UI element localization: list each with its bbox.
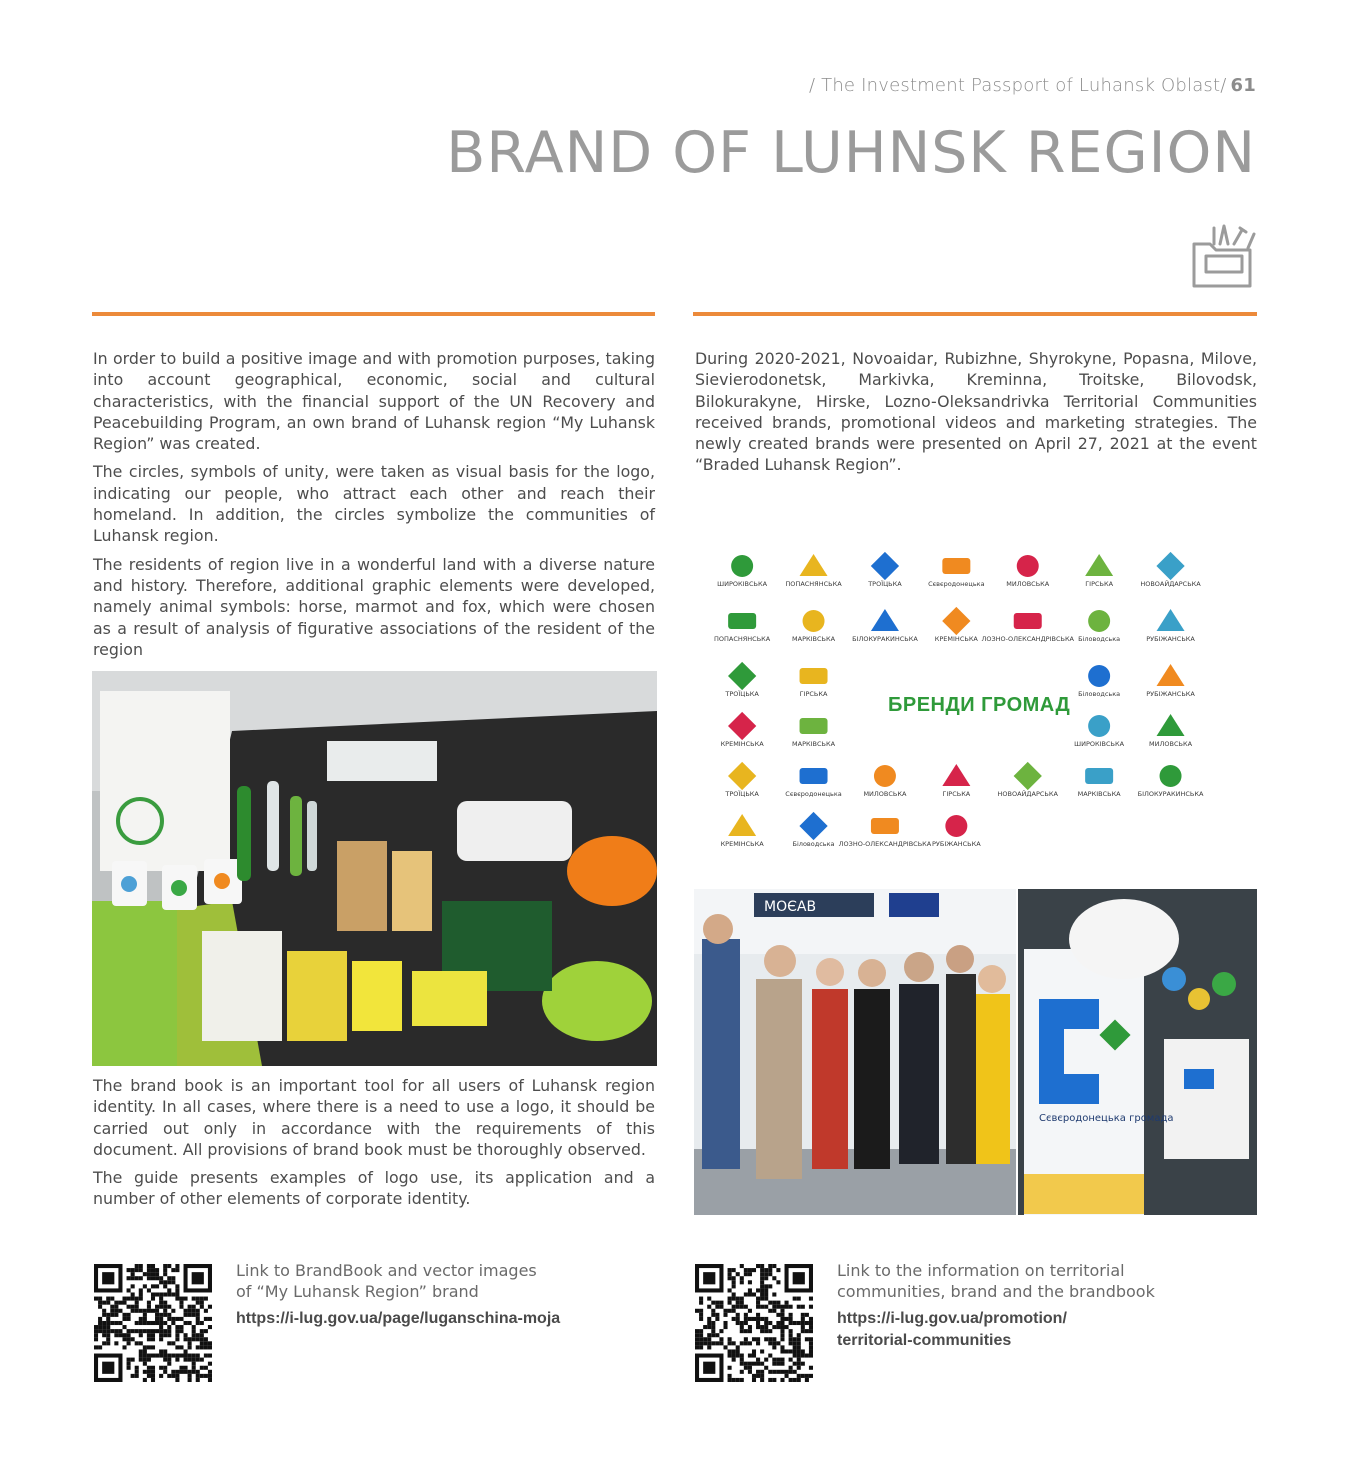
community-logo-label: БІЛОКУРАКИНСЬКА: [852, 635, 918, 643]
community-logo-label: ГІРСЬКА: [1085, 580, 1114, 588]
left-accent-rule: [92, 312, 655, 316]
caption-line: Link to BrandBook and vector images: [236, 1261, 537, 1280]
community-logo-label: МАРКІВСЬКА: [792, 635, 836, 643]
brand-wall-title: БРЕНДИ ГРОМАД: [888, 694, 1071, 716]
brandbook-url[interactable]: https://i-lug.gov.ua/page/luganschina-moja: [236, 1310, 561, 1327]
presentation-event-photo: [694, 889, 1257, 1215]
communities-url[interactable]: [837, 1308, 1067, 1352]
community-logo-label: МИЛОВСЬКА: [1006, 580, 1050, 588]
qr-code-communities[interactable]: [695, 1264, 813, 1382]
paragraph: The circles, symbols of unity, were taken as visual basis for the logo, indicating our people, who attract each other and reach their homeland. In addition, the circles symbolize the communities of Luhansk region.: [93, 462, 655, 546]
community-logo: [942, 764, 970, 798]
community-logo: [717, 555, 767, 588]
community-logo-label: Біловодська: [1078, 635, 1121, 643]
community-logo: [1074, 715, 1124, 748]
community-logo: [928, 558, 985, 588]
communities-link-caption: [837, 1260, 1155, 1302]
paragraph: In order to build a positive image and with promotion purposes, taking into account geographical, economic, social and cultural characteristics, with the financial support of the UN Recovery and Peacebuilding Program, an own brand of Luhansk region “My Luhansk Region” was created.: [93, 349, 655, 454]
community-logo-label: ТРОЇЦЬКА: [725, 690, 759, 698]
community-logo: [1078, 665, 1120, 698]
community-logo: [792, 718, 836, 748]
community-logo-label: ЛОЗНО-ОЛЕКСАНДРІВСЬКА: [838, 840, 932, 848]
briefcase-tools-icon: [1190, 222, 1258, 290]
community-logo: [998, 762, 1059, 798]
community-logo: [1146, 609, 1195, 643]
community-logo: [721, 814, 765, 848]
community-logo: [721, 712, 765, 748]
community-logo: [852, 609, 918, 643]
community-logo-label: НОВОАЙДАРСЬКА: [1140, 580, 1201, 588]
community-logo-label: МИЛОВСЬКА: [863, 790, 907, 798]
community-logo-label: БІЛОКУРАКИНСЬКА: [1137, 790, 1204, 798]
community-logo-label: РУБІЖАНСЬКА: [932, 840, 981, 848]
community-logo-label: КРЕМІНСЬКА: [934, 635, 978, 643]
right-accent-rule: [693, 312, 1257, 316]
paragraph: The residents of region live in a wonderful land with a diverse nature and history. Therefore, additional graphic elements were developed, namely animal symbols: horse, marmot and fox, which were chosen as a result of analysis of figurative associations of the resident of the region: [93, 554, 655, 659]
community-logo: [1138, 765, 1204, 798]
community-logo: [863, 765, 907, 798]
paragraph: During 2020-2021, Novoaidar, Rubizhne, Shyrokyne, Popasna, Milove, Sievierodonetsk, Markivka, Kreminna, Troitske, Bilovodsk, Bilokurakyne, Hirske, Lozno-Oleksandrivka Territorial Communities received brands, promotional videos and marketing strategies. The newly created brands were presented on April 27, 2021 at the event “Braded Luhansk Region”.: [695, 349, 1257, 475]
running-head-text: / The Investment Passport of Luhansk Oblast/: [808, 75, 1227, 96]
right-intro-text: [695, 348, 1257, 483]
url-line: territorial-communities: [837, 1332, 1012, 1349]
community-logo: [867, 552, 902, 588]
page-number: 61: [1230, 75, 1256, 96]
community-logo: [793, 812, 835, 848]
community-logo-label: Сєвєродонецька: [785, 790, 842, 798]
community-logo: [724, 662, 759, 698]
caption-line: of “My Luhansk Region” brand: [236, 1282, 479, 1301]
running-head: [809, 75, 1256, 96]
community-logo-label: КРЕМІНСЬКА: [720, 840, 764, 848]
community-logo: [800, 668, 828, 698]
community-logo-label: ШИРОКІВСЬКА: [717, 580, 768, 588]
community-logo: [1149, 714, 1193, 748]
community-logo: [839, 818, 932, 848]
community-logo-label: РУБІЖАНСЬКА: [1146, 690, 1195, 698]
community-logo: [981, 613, 1074, 643]
community-logo-label: ГІРСЬКА: [799, 690, 828, 698]
community-logo: [935, 607, 979, 643]
community-logo-label: ЛОЗНО-ОЛЕКСАНДРІВСЬКА: [981, 635, 1075, 643]
url-line: https://i-lug.gov.ua/promotion/: [837, 1310, 1067, 1327]
community-logo-label: МАРКІВСЬКА: [1077, 790, 1121, 798]
cap-text: Сєвєродонецька громада: [1039, 1113, 1174, 1124]
community-logo: [1006, 555, 1050, 588]
community-logo-label: ГІРСЬКА: [942, 790, 971, 798]
community-logo-label: ТРОЇЦЬКА: [725, 790, 759, 798]
community-logo-label: МАРКІВСЬКА: [792, 740, 836, 748]
community-logo-label: РУБІЖАНСЬКА: [1146, 635, 1195, 643]
community-logo-label: КРЕМІНСЬКА: [720, 740, 764, 748]
left-brandbook-text: [93, 1075, 655, 1217]
event-banner-text: МОЄАВ: [764, 899, 817, 915]
community-logo: [932, 815, 981, 848]
community-logo: [1078, 768, 1122, 798]
paragraph: The guide presents examples of logo use, its application and a number of other elements of corporate identity.: [93, 1168, 655, 1209]
page-title: BRAND OF LUHNSK REGION: [446, 120, 1256, 186]
brandbook-link-caption: [236, 1260, 537, 1302]
community-logo: [792, 610, 836, 643]
community-logo-label: ПОПАСНЯНСЬКА: [714, 635, 771, 643]
community-logo: [1140, 552, 1201, 588]
community-logo-label: МИЛОВСЬКА: [1149, 740, 1193, 748]
community-logo: [1146, 664, 1195, 698]
community-logo: [785, 554, 842, 588]
community-logo: [714, 613, 771, 643]
community-logo: [724, 762, 759, 798]
community-logo-label: Біловодська: [792, 840, 835, 848]
community-logo-label: НОВОАЙДАРСЬКА: [997, 790, 1058, 798]
community-logo-label: Сєвєродонецька: [928, 580, 985, 588]
qr-code-brandbook[interactable]: [94, 1264, 212, 1382]
merchandise-photo: [92, 671, 657, 1066]
left-intro-text: [93, 348, 655, 667]
community-logo-label: ПОПАСНЯНСЬКА: [785, 580, 842, 588]
community-logo-label: ШИРОКІВСЬКА: [1074, 740, 1125, 748]
paragraph: The brand book is an important tool for all users of Luhansk region identity. In all cases, where there is a need to use a logo, it should be carried out only in accordance with the requirements of this document. All provisions of brand book must be thoroughly observed.: [93, 1076, 655, 1159]
community-logo-label: Біловодська: [1078, 690, 1121, 698]
community-logo: [785, 768, 842, 798]
community-logo-label: ТРОЇЦЬКА: [868, 580, 902, 588]
caption-line: Link to the information on territorial: [837, 1261, 1125, 1280]
community-logo: [1078, 610, 1120, 643]
caption-line: communities, brand and the brandbook: [837, 1282, 1155, 1301]
community-logo: [1085, 554, 1113, 588]
